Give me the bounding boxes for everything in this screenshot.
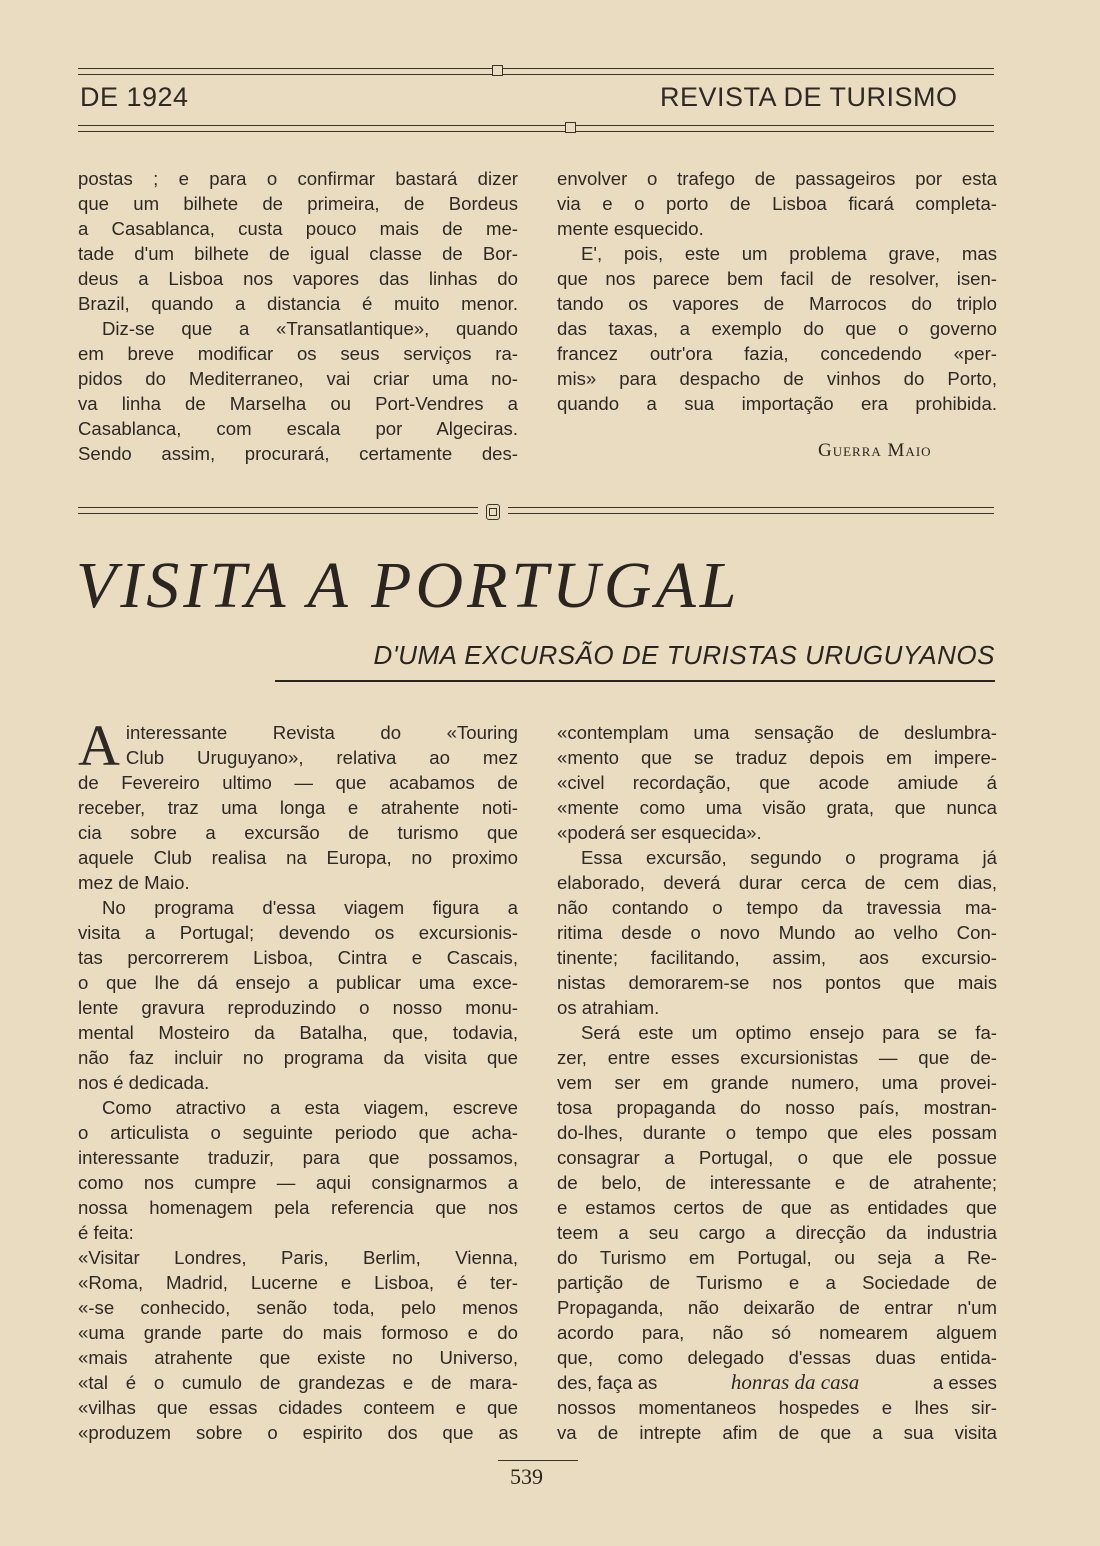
text-line: ritima desde o novo Mundo ao velho Con-	[557, 922, 997, 943]
text-line: tando os vapores de Marrocos do triplo	[557, 293, 997, 314]
text-line: visita a Portugal; devendo os excursionis-	[78, 922, 518, 943]
text-line: não faz incluir no programa da visita que	[78, 1047, 518, 1068]
text-line: «uma grande parte do mais formoso e do	[78, 1322, 518, 1343]
text-line: acordo para, não só nomearem alguem	[557, 1322, 997, 1343]
article-subtitle: D'UMA EXCURSÃO DE TURISTAS URUGUYANOS	[373, 640, 995, 670]
text-line: quando a sua importação era prohibida.	[557, 393, 997, 414]
text-line: «mente como uma visão grata, que nunca	[557, 797, 997, 818]
text-line: vem ser em grande numero, uma provei-	[557, 1072, 997, 1093]
text-line: cia sobre a excursão de turismo que	[78, 822, 518, 843]
text-line: envolver o trafego de passageiros por esta	[557, 168, 997, 189]
text-line-emphasis	[557, 1370, 997, 1395]
text-line: mez de Maio.	[78, 872, 190, 893]
text-line: Casablanca, com escala por Algeciras.	[78, 418, 518, 439]
text-line: «vilhas que essas cidades conteem e que	[78, 1397, 518, 1418]
text-line: que um bilhete de primeira, de Bordeus	[78, 193, 518, 214]
top-left-column	[78, 166, 518, 466]
section-divider-left	[78, 507, 478, 514]
text-line: aquele Club realisa na Europa, no proximo	[78, 847, 518, 868]
text-line: interessante traduzir, para que possamos,	[78, 1147, 518, 1168]
text-line: nistas demorarem-se nos pontos que mais	[557, 972, 997, 993]
article-left-column	[78, 713, 518, 1445]
text-line: do-lhes, durante o tempo que eles possam	[557, 1122, 997, 1143]
running-head-date: DE 1924	[80, 82, 189, 112]
text-line: que nos parece bem facil de resolver, isen-	[557, 268, 997, 289]
text-line: do Turismo em Portugal, ou seja a Re-	[557, 1247, 997, 1268]
text-line: é feita:	[78, 1222, 134, 1243]
footer-rule	[498, 1460, 578, 1461]
text-line: o articulista o seguinte periodo que acha-	[78, 1122, 518, 1143]
text-line: pidos do Mediterraneo, vai criar uma no-	[78, 368, 518, 389]
text-line: que, como delegado d'essas duas entida-	[557, 1347, 997, 1368]
text-line: tas percorrerem Lisboa, Cintra e Cascais,	[78, 947, 518, 968]
text-line: como nos cumpre — aqui consignarmos a	[78, 1172, 518, 1193]
text-line: nos é dedicada.	[78, 1072, 210, 1093]
text-line: nossa homenagem pela referencia que nos	[78, 1197, 518, 1218]
text-line: No programa d'essa viagem figura a	[102, 897, 518, 918]
ornament-icon	[486, 504, 500, 520]
text-line: tinente; facilitando, assim, aos excursio-	[557, 947, 997, 968]
text-line: «contemplam uma sensação de deslumbra-	[557, 722, 997, 743]
text-line: va de intrepte afim de que a sua visita	[557, 1422, 997, 1443]
text-line: mente esquecido.	[557, 218, 704, 239]
text-line: consagrar a Portugal, o que ele possue	[557, 1147, 997, 1168]
text-line: «Roma, Madrid, Lucerne e Lisboa, é ter-	[78, 1272, 518, 1293]
page-number: 539	[510, 1464, 543, 1489]
article-title: VISITA A PORTUGAL	[76, 549, 741, 622]
text-line: zer, entre esses excursionistas — que de-	[557, 1047, 997, 1068]
text-line: os atrahiam.	[557, 997, 660, 1018]
text-line: francez outr'ora fazia, concedendo «per-	[557, 343, 997, 364]
text-line: «civel recordação, que acode amiude á	[557, 772, 997, 793]
text-line: postas ; e para o confirmar bastará dizer	[78, 168, 518, 189]
text-line: mis» para despacho de vinhos do Porto,	[557, 368, 997, 389]
text-line: «poderá ser esquecida».	[557, 822, 762, 843]
text-line: «-se conhecido, senão toda, pelo menos	[78, 1297, 518, 1318]
italic-phrase: honras da casa	[730, 1370, 860, 1394]
text-fragment: des, faça as	[557, 1372, 658, 1393]
text-line: Sendo assim, procurará, certamente des-	[78, 443, 518, 464]
text-line: Diz-se que a «Transatlantique», quando	[102, 318, 518, 339]
subtitle-rule	[275, 680, 995, 682]
text-line: mental Mosteiro da Batalha, que, todavia,	[78, 1022, 518, 1043]
text-line: «mais atrahente que existe no Universo,	[78, 1347, 518, 1368]
text-line: receber, traz uma longa e atrahente noti-	[78, 797, 518, 818]
text-line: nossos momentaneos hospedes e lhes sir-	[557, 1397, 997, 1418]
text-line: Como atractivo a esta viagem, escreve	[102, 1097, 518, 1118]
header-top-rule	[78, 68, 994, 75]
running-head-title: REVISTA DE TURISMO	[660, 82, 958, 112]
text-line: Brazil, quando a distancia é muito menor.	[78, 293, 518, 314]
text-line: interessante Revista do «Touring	[125, 722, 518, 743]
text-line: via e o porto de Lisboa ficará completa-	[557, 193, 997, 214]
text-line: Será este um optimo ensejo para se fa-	[581, 1022, 997, 1043]
text-fragment: a esses	[932, 1372, 997, 1393]
text-line: partição de Turismo e a Sociedade de	[557, 1272, 997, 1293]
text-line: a Casablanca, custa pouco mais de me-	[78, 218, 518, 239]
text-line: elaborado, deverá durar cerca de cem dias,	[557, 872, 997, 893]
text-line: das taxas, a exemplo do que o governo	[557, 318, 997, 339]
text-line: em breve modificar os seus serviços ra-	[78, 343, 518, 364]
text-line: não contando o tempo da travessia ma-	[557, 897, 997, 918]
text-line: tosa propaganda do nosso país, mostran-	[557, 1097, 997, 1118]
text-line: «Visitar Londres, Paris, Berlim, Vienna,	[78, 1247, 518, 1268]
text-line: e estamos certos de que as entidades que	[557, 1197, 997, 1218]
section-divider-right	[508, 507, 994, 514]
header-top-ornament	[492, 65, 503, 76]
drop-cap: A	[78, 713, 120, 778]
text-line: «mento que se traduz depois em impere-	[557, 747, 997, 768]
header-bottom-rule	[78, 125, 994, 132]
text-line: va linha de Marselha ou Port-Vendres a	[78, 393, 518, 414]
text-line: «produzem sobre o espirito dos que as	[78, 1422, 518, 1443]
text-line: «tal é o cumulo de grandezas e de mara-	[78, 1372, 518, 1393]
text-line: lente gravura reproduzindo o nosso monu-	[78, 997, 518, 1018]
text-line: E', pois, este um problema grave, mas	[581, 243, 997, 264]
text-line: Club Uruguyano», relativa ao mez	[125, 747, 518, 768]
header-bottom-ornament	[565, 122, 576, 133]
article-right-column	[557, 720, 997, 1445]
text-line: o que lhe dá ensejo a publicar uma exce-	[78, 972, 518, 993]
text-line: de Fevereiro ultimo — que acabamos de	[78, 772, 518, 793]
text-line: tade d'um bilhete de igual classe de Bor-	[78, 243, 518, 264]
text-line: Essa excursão, segundo o programa já	[581, 847, 997, 868]
text-line: teem a seu cargo a direcção da industria	[557, 1222, 997, 1243]
top-right-column	[557, 166, 997, 416]
text-line: Propaganda, não deixarão de entrar n'um	[557, 1297, 997, 1318]
text-line: de belo, de interessante e de atrahente;	[557, 1172, 997, 1193]
text-line: deus a Lisboa nos vapores das linhas do	[78, 268, 518, 289]
author-signature: Guerra Maio	[818, 440, 932, 461]
